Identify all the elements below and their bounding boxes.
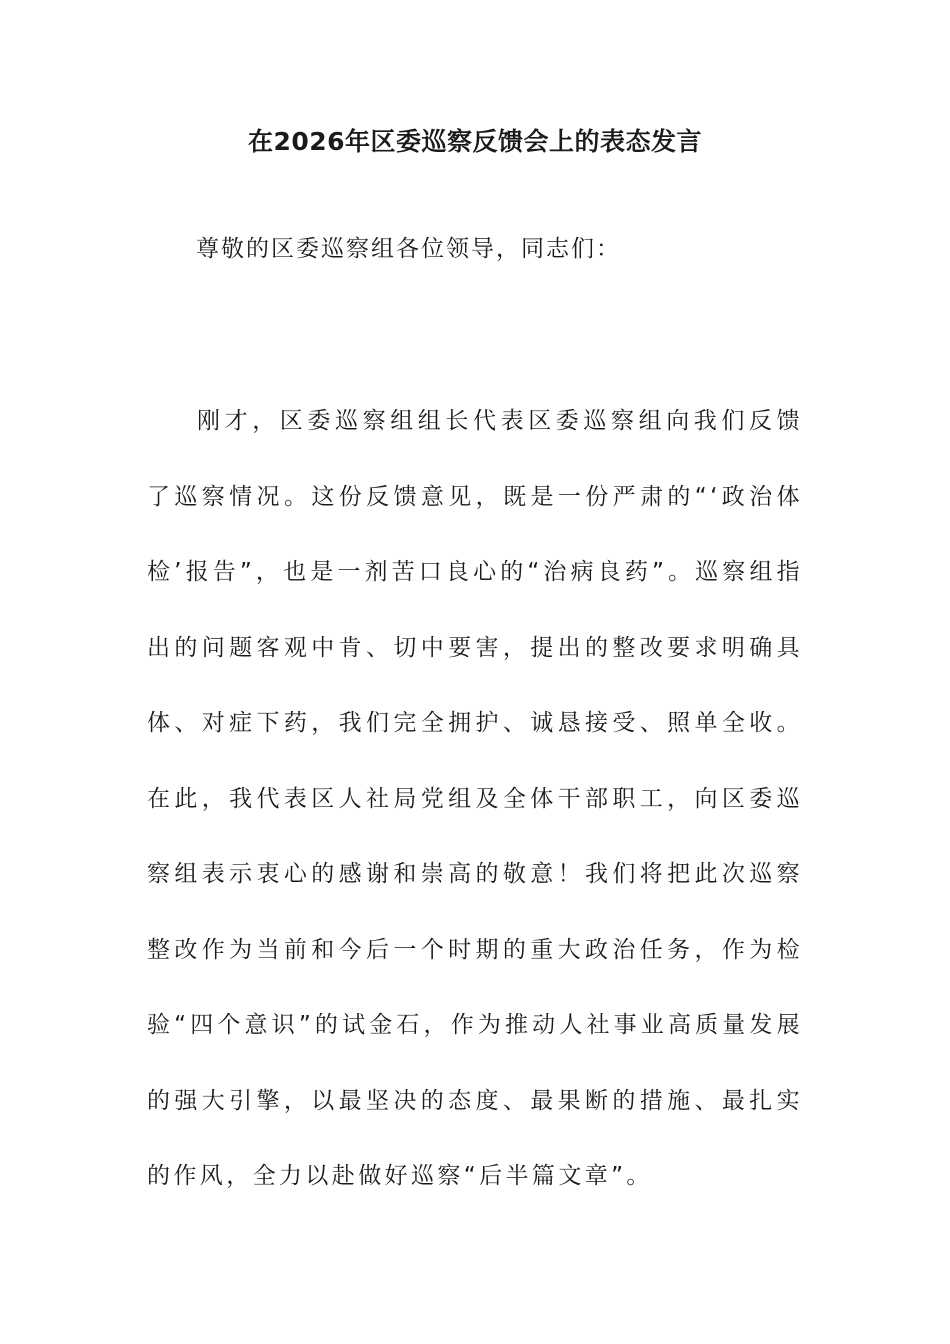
body-paragraph: 刚才，区委巡察组组长代表区委巡察组向我们反馈了巡察情况。这份反馈意见，既是一份严肃的“‘政治体检’报告”，也是一剂苦口良心的“治病良药”。巡察组指出的问题客观中肯、切中要害，提出的整改要求明确具体、对症下药，我们完全拥护、诚恳接受、照单全收。在此，我代表区人社局党组及全体干部职工，向区委巡察组表示衷心的感谢和崇高的敬意！我们将把此次巡察整改作为当前和今后一个时期的重大政治任务，作为检验“四个意识”的试金石，作为推动人社事业高质量发展的强大引擎，以最坚决的态度、最果断的措施、最扎实的作风，全力以赴做好巡察“后半篇文章”。 xyxy=(147,408,803,1189)
salutation-line: 尊敬的区委巡察组各位领导，同志们： xyxy=(196,236,621,262)
document-title: 在2026年区委巡察反馈会上的表态发言 xyxy=(247,127,703,156)
